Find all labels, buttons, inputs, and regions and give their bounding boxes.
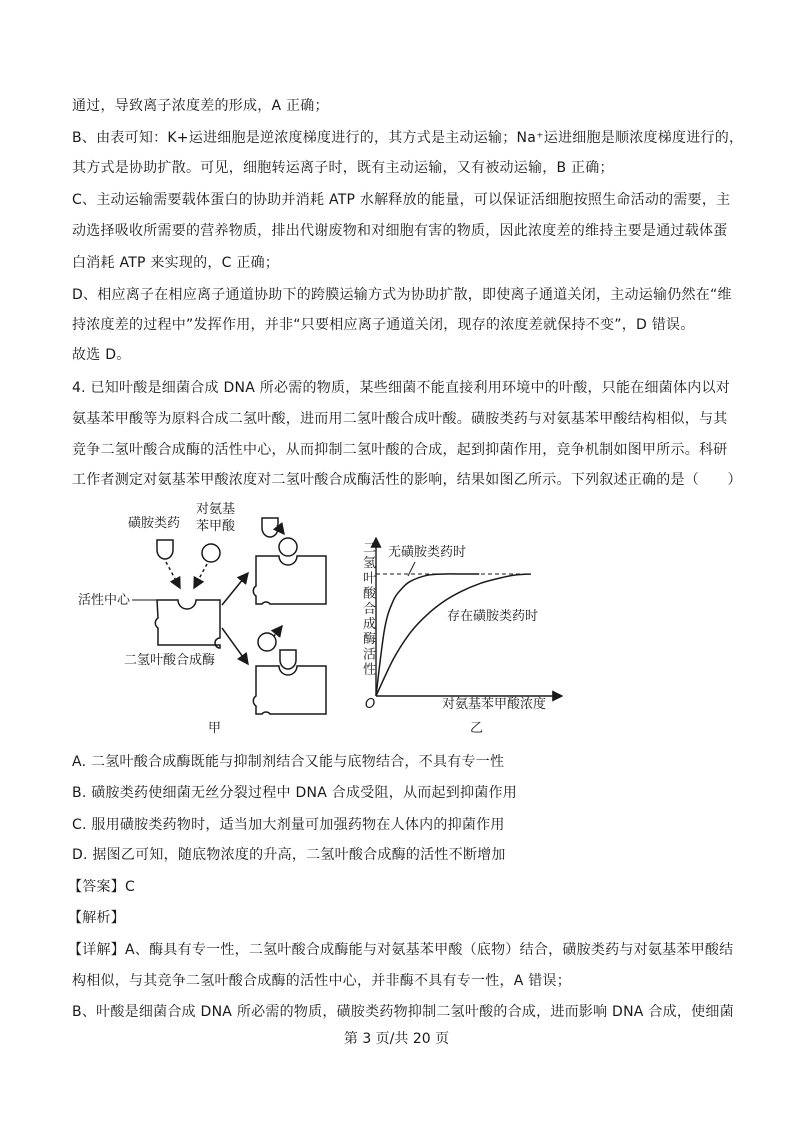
sulfa-drug-shape [280, 650, 296, 669]
reaction-arrow [222, 628, 248, 664]
dashed-arrow [274, 626, 282, 636]
x-axis-label: 对氨基苯甲酸浓度 [442, 697, 547, 712]
chart-yi [363, 538, 562, 736]
sulfa-drug-shape [157, 540, 173, 559]
paragraph-line: 其方式是协助扩散。可见，细胞转运离子时，既有主动运输，又有被动运输，B 正确； [72, 160, 614, 176]
origin-label: O [365, 697, 376, 712]
page-footer: 第 3 页/共 20 页 [343, 1031, 450, 1047]
option-d: D. 据图乙可知，随底物浓度的升高，二氢叶酸合成酶的活性不断增加 [72, 847, 506, 863]
explanation-line: 构相似，与其竞争二氢叶酸合成酶的活性中心，并非酶不具有专一性，A 错误； [72, 973, 572, 989]
reaction-arrow [222, 573, 248, 605]
explanation-line: 【详解】A、酶具有专一性，二氢叶酸合成酶能与对氨基苯甲酸（底物）结合，磺胺类药与对氨基苯甲酸结 [68, 942, 734, 958]
paragraph-line: 通过，导致离子浓度差的形成，A 正确； [72, 98, 329, 114]
sulfa-drug-shape [262, 518, 278, 537]
series-line-no-sulfa [376, 574, 479, 696]
y-axis-label: 二氢叶酸合成酶活性 [363, 541, 377, 678]
paragraph-line: 白消耗 ATP 来实现的，C 正确； [72, 255, 280, 271]
enzyme-shape [155, 600, 220, 648]
explanation-line: B、叶酸是细菌合成 DNA 所必需的物质，磺胺类药物抑制二氢叶酸的合成，进而影响 DNA 合成，使细菌 [72, 1004, 734, 1020]
analysis-heading: 【解析】 [68, 910, 125, 926]
paragraph-line: C、主动运输需要载体蛋白的协助并消耗 ATP 水解释放的能量，可以保证活细胞按照生命活动的需要，主 [72, 192, 731, 208]
paragraph-line: D、相应离子在相应离子通道协助下的跨膜运输方式为协助扩散，即使离子通道关闭，主动运输仍然在“维 [72, 287, 732, 303]
paba-circle [202, 544, 220, 562]
paragraph-line: 动选择吸收所需要的营养物质，排出代谢废物和对细胞有害的物质，因此浓度差的维持主要是通过载体蛋 [72, 223, 728, 239]
paba-label-line2: 苯甲酸 [196, 519, 236, 534]
paragraph-line: 持浓度差的过程中”发挥作用，并非“只要相应离子通道关闭，现存的浓度差就保持不变”，D 错误。 [72, 317, 695, 333]
paba-circle [258, 633, 276, 651]
paragraph-line: 故选 D。 [72, 347, 131, 363]
figure-jia-caption: 甲 [208, 721, 222, 736]
enzyme-shape [253, 666, 326, 714]
option-c: C. 服用磺胺类药物时，适当加大剂量可加强药物在人体内的抑菌作用 [72, 817, 505, 833]
dashed-arrow [166, 562, 180, 588]
enzyme-label: 二氢叶酸合成酶 [124, 653, 216, 668]
sulfa-drug-label: 磺胺类药 [128, 516, 181, 531]
series-label-with-sulfa: 存在磺胺类药时 [447, 609, 539, 624]
paba-circle [279, 538, 297, 556]
question-line: 竞争二氢叶酸合成酶的活性中心，从而抑制二氢叶酸的合成，起到抑菌作用，竞争机制如图甲所示。科研 [72, 442, 728, 458]
question-line: 氨基苯甲酸等为原料合成二氢叶酸，进而用二氢叶酸合成叶酸。磺胺类药与对氨基苯甲酸结构相似，与其 [72, 411, 728, 427]
question-line: 工作者测定对氨基苯甲酸浓度对二氢叶酸合成酶活性的影响，结果如图乙所示。下列叙述正确的是（ ） [72, 472, 742, 488]
figure [70, 500, 580, 745]
paba-label-line1: 对氨基 [196, 502, 236, 517]
answer-line: 【答案】C [68, 879, 136, 895]
figure-yi-caption: 乙 [470, 721, 484, 736]
option-b: B. 磺胺类药使细菌无丝分裂过程中 DNA 合成受阻，从而起到抑菌作用 [72, 785, 517, 801]
diagram-jia [78, 501, 326, 736]
enzyme-shape [253, 556, 326, 604]
dashed-arrow [194, 564, 207, 588]
series-label-no-sulfa: 无磺胺类药时 [388, 545, 467, 560]
paragraph-line: B、由表可知：K+运进细胞是逆浓度梯度进行的，其方式是主动运输；Na⁺运进细胞是顺浓度梯度进行的， [72, 130, 744, 146]
question-line: 4. 已知叶酸是细菌合成 DNA 所必需的物质，某些细菌不能直接利用环境中的叶酸，只能在细菌体内以对 [72, 380, 731, 396]
active-site-label: 活性中心 [78, 593, 131, 608]
option-a: A. 二氢叶酸合成酶既能与抑制剂结合又能与底物结合，不具有专一性 [72, 754, 505, 770]
